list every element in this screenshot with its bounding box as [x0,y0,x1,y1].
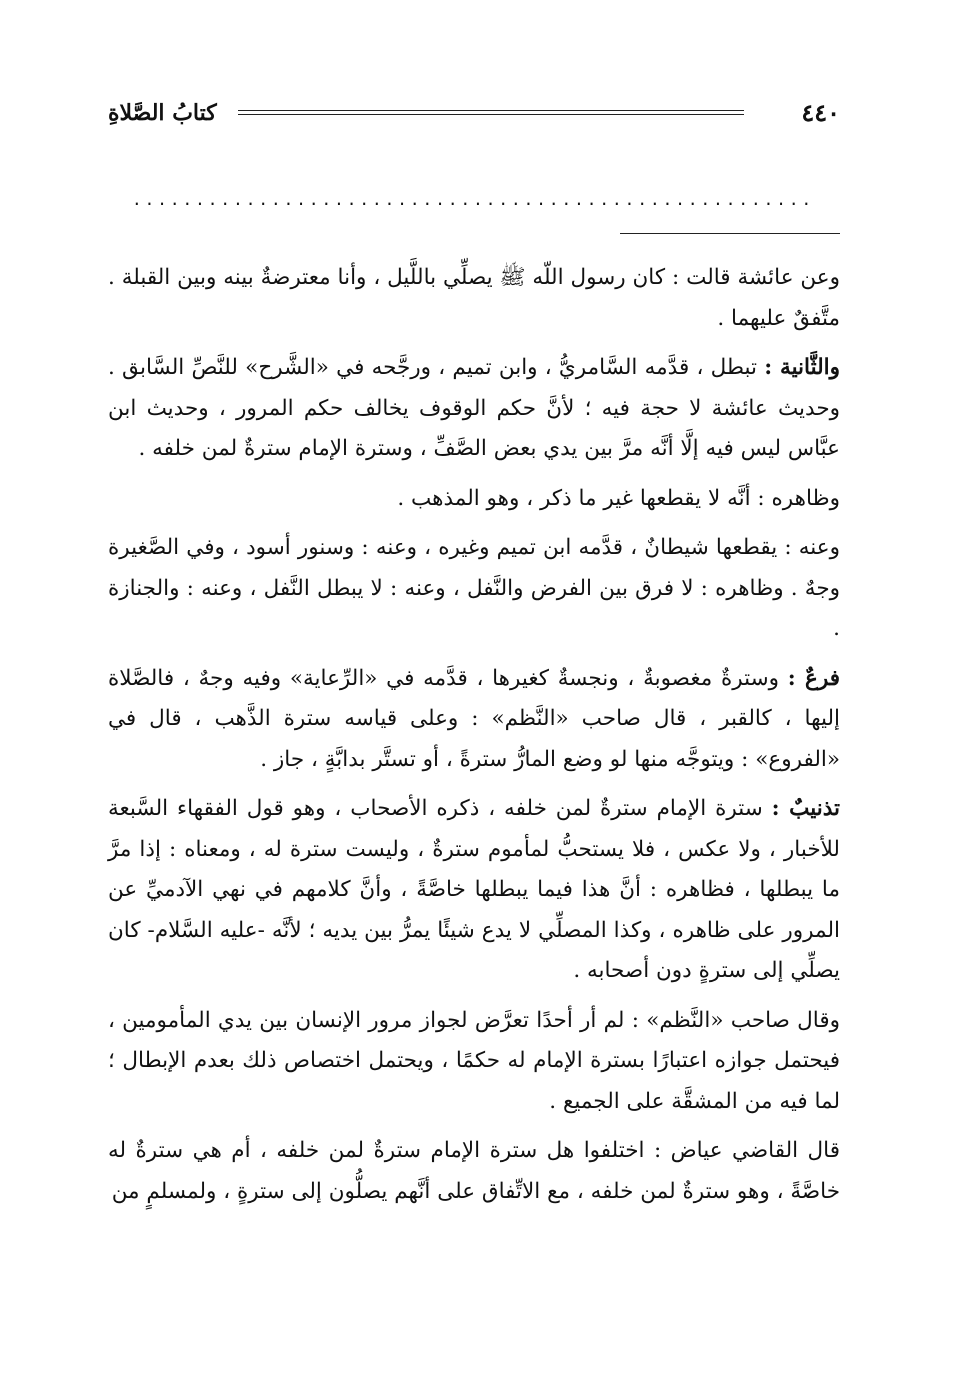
section-rule [620,233,840,234]
paragraph-5 [108,659,840,781]
paragraph-4-text: وعنه : يقطعها شيطانٌ ، قدَّمه ابن تميم وغيره ، وعنه : وسنور أسود ، وفي الصَّغيرة وجهٌ . وظاهره : لا فرق بين الفرض والنَّفل ، وعنه : لا يبطل النَّفل ، وعنه : والجنازة . [108,535,840,641]
paragraph-6-text: سترة الإمام سترةٌ لمن خلفه ، ذكره الأصحاب ، وهو قول الفقهاء السَّبعة للأخبار ، ولا عكس ، فلا يستحبُّ لمأموم سترةٌ ، وليست سترة له ، ومعناه : إذا مرَّ ما يبطلها ، فظاهره : أنَّ هذا فيما يبطلها خاصَّةً ، وأنَّ كلامهم في نهي الآدميِّ عن المرور على ظاهره ، وكذا المصلِّي لا يدع شيئًا يمرُّ بين يديه ؛ لأنَّه -عليه السَّلام- كان يصلِّي إلى سترةٍ دون أصحابه . [108,796,840,983]
header-double-rule [238,110,744,115]
paragraph-1-text: وعن عائشة قالت : كان رسول اللّه ﷺ يصلِّي باللَّيل ، وأنا معترضةٌ بينه وبين القبلة . متَّفقٌ عليهما . [108,265,840,331]
paragraph-3 [108,479,840,520]
page-header [108,96,840,130]
paragraph-5-lead: فرعٌ : [787,665,840,691]
paragraph-7-text: وقال صاحب «النَّظم» : لم أر أحدًا تعرَّض لجواز مرور الإنسان بين يدي المأمومين ، فيحتمل جوازه اعتبارًا بسترة الإمام له حكمًا ، ويحتمل اختصاص ذلك بعدم الإبطال ؛ لما فيه من المشقَّة على الجميع . [108,1007,840,1114]
paragraph-7 [108,1001,840,1123]
dotted-separator: ...................................................... [132,190,815,209]
paragraph-6 [108,789,840,992]
paragraph-4 [108,528,840,650]
page-body [108,258,840,1221]
paragraph-2-text: تبطل ، قدَّمه السَّامريُّ ، وابن تميم ، ورجَّحه في «الشَّرح» للنَّصِّ السَّابق . وحديث عائشة لا حجة فيه ؛ لأنَّ حكم الوقوف يخالف حكم المرور ، وحديث ابن عبَّاس ليس فيه إلَّا أنَّه مرَّ بين يدي بعض الصَّفِّ ، وسترة الإمام سترةٌ لمن خلفه . [108,355,840,461]
page-number: ٤٤٠ [801,98,840,127]
paragraph-6-lead: تذنيبٌ : [771,796,840,821]
paragraph-8 [108,1131,840,1212]
paragraph-3-text: وظاهره : أنَّه لا يقطعها غير ما ذكر ، وهو المذهب . [397,485,840,511]
paragraph-5-text: وسترةٌ مغصوبةٌ ، ونجسةٌ كغيرها ، قدَّمه في «الرِّعاية» وفيه وجهٌ ، فالصَّلاة إليها ، كالقبر ، قال صاحب «النَّظم» : وعلى قياسه سترة الذَّهب ، قال في «الفروع» : ويتوجَّه منها لو وضع المارُّ سترةً ، أو تستَّر بدابَّةٍ ، جاز . [108,665,840,772]
paragraph-2 [108,348,840,470]
book-title: كتابُ الصَّلاةِ [108,100,217,126]
paragraph-2-lead: والثَّانية : [764,355,840,380]
paragraph-1 [108,258,840,339]
paragraph-8-text: قال القاضي عياض : اختلفوا هل سترة الإمام سترةٌ لمن خلفه ، أم هي سترةٌ له خاصَّةً ، وهو سترةٌ لمن خلفه ، مع الاتِّفاق على أنَّهم يصلُّون إلى سترةٍ ، ولمسلمٍ من [108,1138,840,1204]
